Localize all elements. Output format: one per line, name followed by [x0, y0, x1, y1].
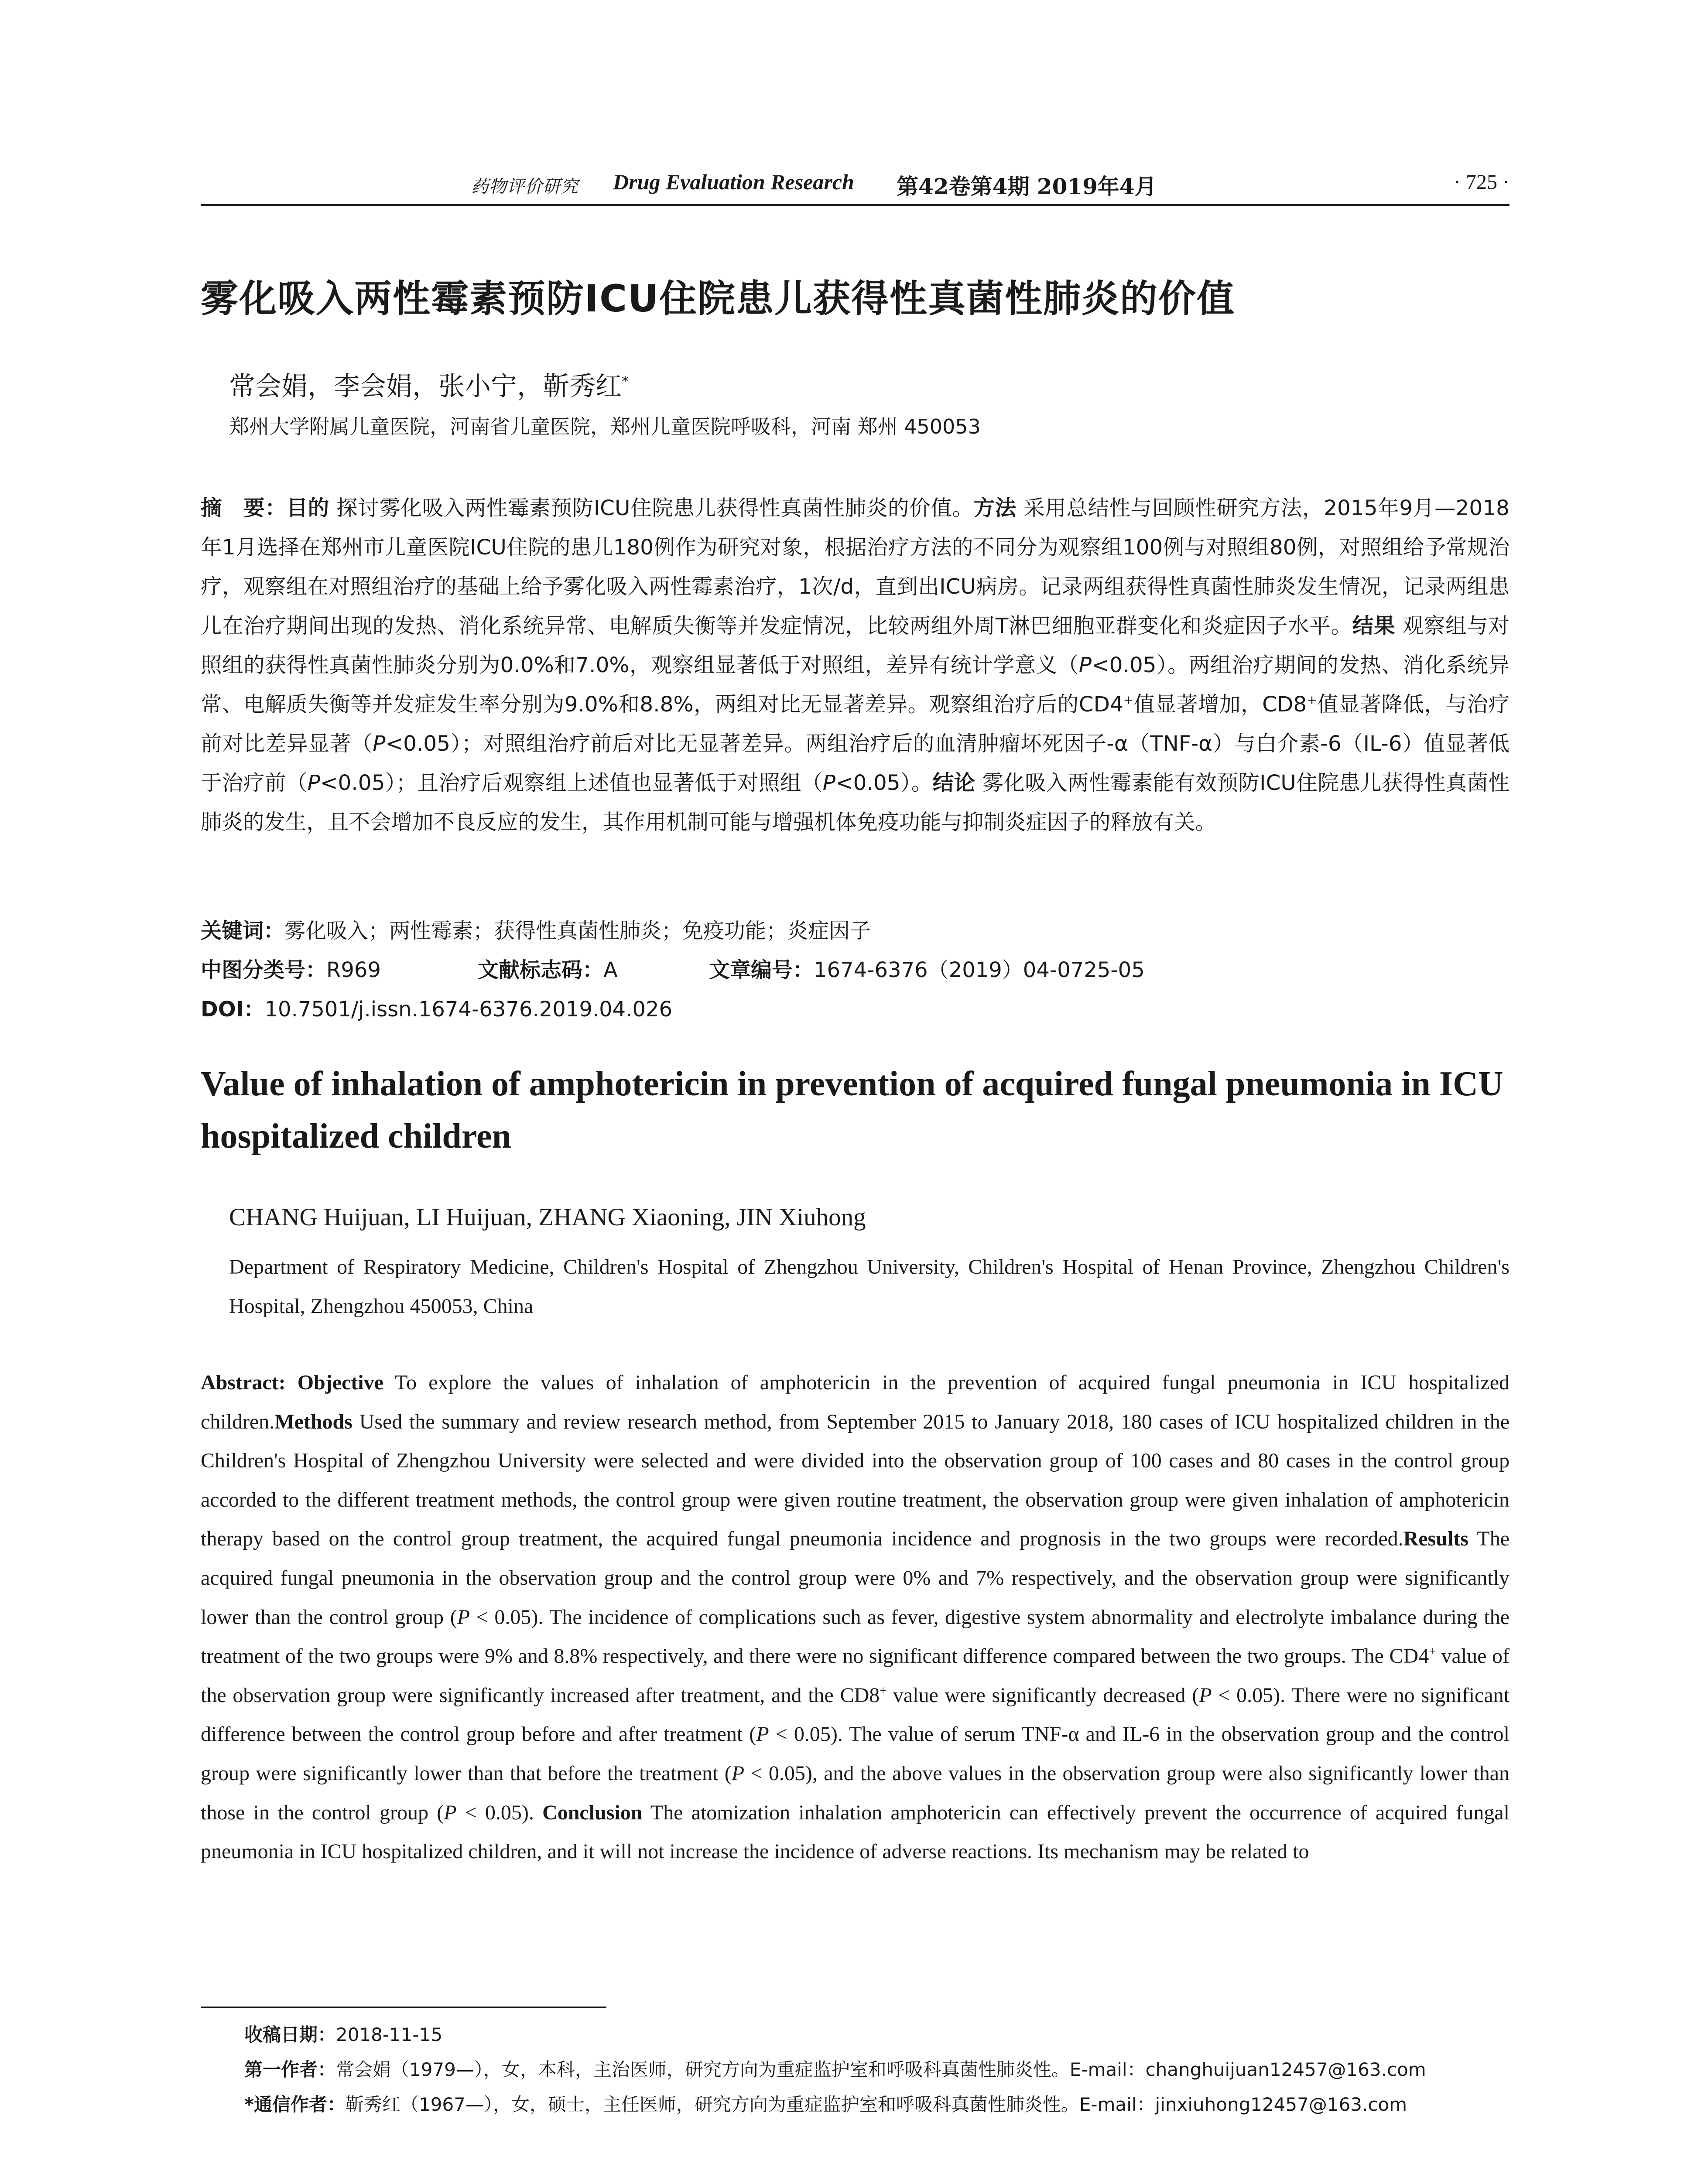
p-symbol: P — [373, 732, 386, 756]
cn-conclusion-label: 结论 — [932, 771, 976, 795]
cn-abstract-label: 摘 要： — [201, 496, 287, 520]
cn-conclusion: 雾化吸入两性霉素能有效预防ICU住院患儿获得性真菌性肺炎的发生，且不会增加不良反应的发生，其作用机制可能与增强机体免疫功能与抑制炎症因子的释放有关。 — [201, 771, 1509, 834]
doc-code-label: 文献标志码： — [478, 958, 604, 982]
corresponding-mark: * — [622, 373, 629, 390]
cn-affiliation: 郑州大学附属儿童医院，河南省儿童医院，郑州儿童医院呼吸科，河南 郑州 450053 — [229, 415, 981, 438]
cn-keywords: 雾化吸入；两性霉素；获得性真菌性肺炎；免疫功能；炎症因子 — [284, 919, 871, 943]
cn-objective-label: 目的 — [286, 496, 329, 520]
doc-code-field — [478, 953, 618, 983]
cn-abstract — [201, 489, 1509, 842]
cn-author-list: 常会娟，李会娟，张小宁，靳秀红 — [229, 371, 622, 402]
cn-keywords-label: 关键词： — [201, 919, 285, 943]
en-title: Value of inhalation of amphotericin in prevention of acquired fungal pneumonia in ICU hospitalized children — [201, 1065, 1503, 1155]
p-symbol: P — [731, 1761, 745, 1785]
cn-keywords-line — [201, 914, 871, 944]
footnote-rule — [201, 2007, 606, 2008]
en-abstract-label: Abstract: — [201, 1371, 286, 1394]
running-header — [201, 169, 1509, 200]
doi-value: 10.7501/j.issn.1674-6376.2019.04.026 — [264, 997, 673, 1022]
plus-sup: + — [1123, 692, 1134, 707]
en-abstract — [201, 1363, 1509, 1871]
cn-results-7: <0.05）。 — [835, 771, 933, 795]
article-no-value: 1674-6376（2019）04-0725-05 — [814, 958, 1145, 982]
en-results-6: < 0.05). The value of serum TNF-α and IL-6 in the observation group and the control group were significantly lower than that before the treatment ( — [201, 1723, 1509, 1785]
clc-field — [201, 953, 381, 983]
cn-authors — [229, 366, 629, 403]
clc-label: 中图分类号： — [201, 958, 327, 982]
volume-issue: 第42卷第4期 2019年4月 — [897, 174, 1157, 199]
p-symbol: P — [1078, 653, 1092, 677]
en-authors: CHANG Huijuan, LI Huijuan, ZHANG Xiaoning, JIN Xiuhong — [229, 1203, 866, 1231]
header-rule — [201, 204, 1509, 206]
cn-title: 雾化吸入两性霉素预防ICU住院患儿获得性真菌性肺炎的价值 — [201, 277, 1235, 321]
p-symbol: P — [756, 1723, 769, 1746]
en-methods: Used the summary and review research method, from September 2015 to January 2018, 180 cases of ICU hospitalized children in the Children's Hospital of Zhengzhou University were selected and were divided into the observation group of 100 cases and 80 cases in the control group accorded to the different treatment methods, the control group were given routine treatment, the observation group were given inhalation of amphotericin therapy based on the control group treatment, the acquired fungal pneumonia incidence and prognosis in the two groups were recorded. — [201, 1410, 1510, 1551]
received-label: 收稿日期： — [244, 2024, 336, 2045]
en-conclusion: The atomization inhalation amphotericin can effectively prevent the occurrence of acquired fungal pneumonia in ICU hospitalized children, and it will not increase the incidence of adverse reactions. Its mechanism may be related to — [201, 1801, 1509, 1863]
plus-sup: + — [1307, 692, 1317, 707]
p-symbol: P — [822, 771, 836, 795]
footnote-first-author — [244, 2055, 1426, 2082]
cn-methods: 采用总结性与回顾性研究方法，2015年9月—2018年1月选择在郑州市儿童医院ICU住院的患儿180例作为研究对象，根据治疗方法的不同分为观察组100例与对照组80例，对照组给予常规治疗，观察组在对照组治疗的基础上给予雾化吸入两性霉素治疗，1次/d，直到出ICU病房。记录两组获得性真菌性肺炎发生情况，记录两组患儿在治疗期间出现的发热、消化系统异常、电解质失衡等并发症情况，比较两组外周T淋巴细胞亚群变化和炎症因子水平。 — [201, 496, 1509, 638]
p-symbol: P — [457, 1605, 470, 1629]
clc-value: R969 — [326, 958, 381, 982]
p-symbol: P — [307, 771, 320, 795]
en-objective: To explore the values of inhalation of amphotericin in the prevention of acquired fungal pneumonia in ICU hospitalized children. — [201, 1371, 1510, 1433]
received-date: 2018-11-15 — [336, 2024, 443, 2045]
en-results-2: < 0.05). The incidence of complications such as fever, digestive system abnormality and electrolyte imbalance during the treatment of the two groups were 9% and 8.8% respectively, and there were no significant difference compared between the two groups. The CD4 — [201, 1605, 1510, 1668]
en-objective-label: Objective — [297, 1371, 383, 1394]
cn-results-label: 结果 — [1352, 614, 1396, 638]
cn-results-4: 值显著降低，与治疗前对比差异显著（ — [201, 692, 1509, 756]
cn-results-3: 值显著增加，CD8 — [1133, 692, 1307, 717]
footnote-received — [244, 2020, 442, 2047]
corresponding-info: 靳秀红（1967—），女，硕士，主任医师，研究方向为重症监护室和呼吸科真菌性肺炎性。E-mail：jinxiuhong12457@163.com — [345, 2094, 1407, 2115]
en-conclusion-label: Conclusion — [542, 1801, 643, 1824]
journal-name: Drug Evaluation Research — [613, 170, 854, 194]
en-results-1: The acquired fungal pneumonia in the observation group and the control group were 0% and 7% respectively, and the observation group were significantly lower than the control group ( — [201, 1527, 1509, 1629]
doi-label: DOI： — [201, 997, 265, 1022]
cn-objective: 探讨雾化吸入两性霉素预防ICU住院患儿获得性真菌性肺炎的价值。 — [336, 496, 974, 520]
en-results-4: value were significantly decreased ( — [887, 1683, 1199, 1707]
p-symbol: P — [1199, 1683, 1212, 1707]
journal-logo: 药物评价研究 — [471, 177, 578, 197]
corresponding-label: *通信作者： — [244, 2094, 346, 2115]
en-results-3: value of the observation group were significantly increased after treatment, and the CD8 — [201, 1644, 1509, 1707]
article-no-field — [709, 953, 1145, 983]
first-author-info: 常会娟（1979—），女，本科，主治医师，研究方向为重症监护室和呼吸科真菌性肺炎性。E-mail：changhuijuan12457@163.com — [336, 2059, 1426, 2080]
doi-line — [201, 992, 672, 1022]
cn-methods-label: 方法 — [973, 496, 1017, 520]
cn-results-2: <0.05）。两组治疗期间的发热、消化系统异常、电解质失衡等并发症发生率分别为9.0%和8.8%，两组对比无显著差异。观察组治疗后的CD4 — [201, 653, 1509, 717]
plus-sup: + — [880, 1684, 887, 1698]
doc-code-value: A — [603, 958, 618, 982]
cn-results-6: <0.05）；且治疗后观察组上述值也显著低于对照组（ — [320, 771, 823, 795]
footnote-corresponding — [244, 2090, 1407, 2116]
en-results-8: < 0.05). — [456, 1801, 534, 1824]
en-methods-label: Methods — [274, 1410, 353, 1433]
article-no-label: 文章编号： — [709, 958, 814, 982]
en-results-label: Results — [1403, 1527, 1469, 1551]
first-author-label: 第一作者： — [244, 2059, 336, 2080]
cn-results-1: 观察组与对照组的获得性真菌性肺炎分别为0.0%和7.0%，观察组显著低于对照组，差异有统计学意义（ — [201, 614, 1509, 677]
cn-results-5: <0.05）；对照组治疗前后对比无显著差异。两组治疗后的血清肿瘤坏死因子-α（TNF-α）与白介素-6（IL-6）值显著低于治疗前（ — [201, 732, 1509, 795]
en-results-7: < 0.05), and the above values in the observation group were also significantly lower than those in the control group ( — [201, 1761, 1510, 1824]
p-symbol: P — [444, 1801, 457, 1824]
page-number: · 725 · — [1454, 171, 1509, 194]
en-results-5: < 0.05). There were no significant difference between the control group before and after treatment ( — [201, 1683, 1510, 1746]
plus-sup: + — [1429, 1645, 1436, 1659]
en-affiliation: Department of Respiratory Medicine, Children's Hospital of Zhengzhou University, Children's Hospital of Henan Province, Zhengzhou Children's Hospital, Zhengzhou 450053, China — [229, 1255, 1509, 1318]
